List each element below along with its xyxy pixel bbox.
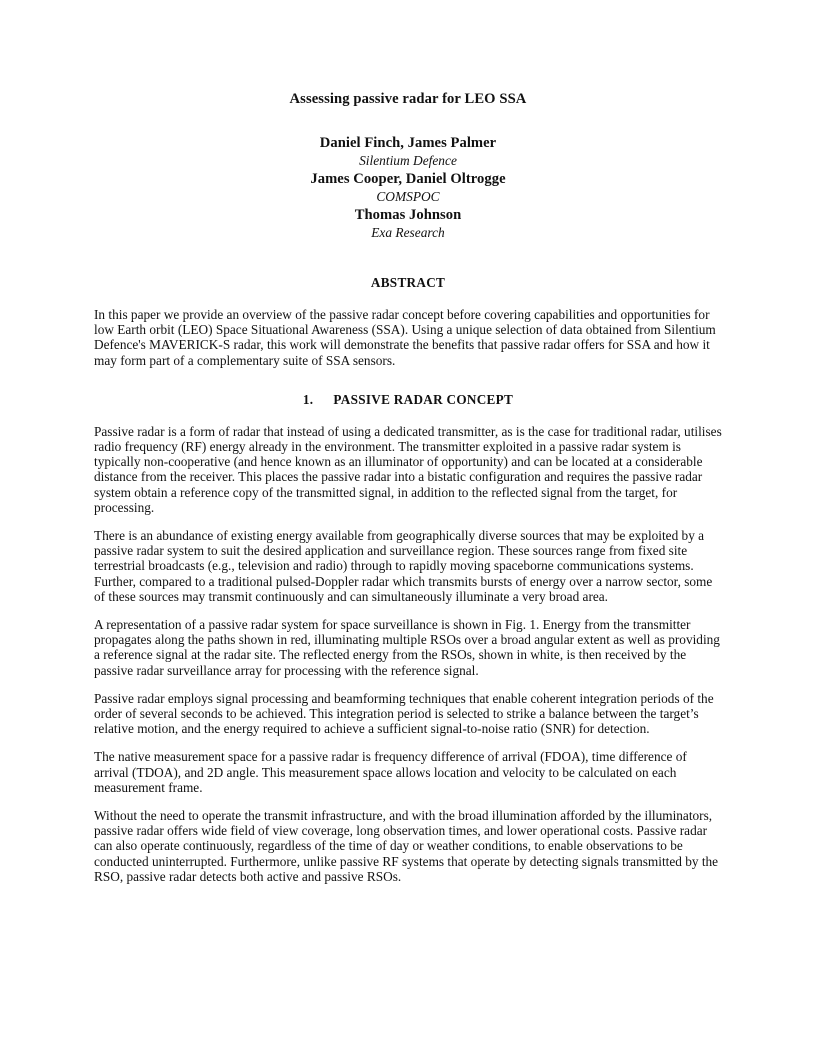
page-content	[94, 90, 722, 884]
section-paragraph: Without the need to operate the transmit infrastructure, and with the broad illumination afforded by the illuminators, passive radar offers wide field of view coverage, long observation times, and lower operational costs. Passive radar can also operate continuously, regardless of the time of day or weather conditions, to enable observations to be conducted uninterrupted. Furthermore, unlike passive RF systems that operate by detecting signals transmitted by the RSO, passive radar detects both active and passive RSOs.	[94, 808, 719, 884]
section-paragraph: The native measurement space for a passive radar is frequency difference of arrival (FDOA), time difference of arrival (TDOA), and 2D angle. This measurement space allows location and velocity to be calculated on each measurement frame.	[94, 749, 687, 795]
section-paragraph: A representation of a passive radar system for space surveillance is shown in Fig. 1. Energy from the transmitter propagates along the paths shown in red, illuminating multiple RSOs over a broad angular extent as well as providing a reference signal at the radar site. The reflected energy from the RSOs, shown in white, is then received by the passive radar surveillance array for processing with the reference signal.	[94, 617, 720, 678]
author-names-2: James Cooper, Daniel Oltrogge	[310, 171, 506, 187]
page-title: Assessing passive radar for LEO SSA	[289, 91, 527, 107]
section-paragraph: There is an abundance of existing energy available from geographically diverse sources that may be exploited by a passive radar system to suit the desired application and surveillance region. These sources range from fixed site terrestrial broadcasts (e.g., television and radio) through to rapidly moving spaceborne communications systems. Further, compared to a traditional pulsed-Doppler radar which transmits bursts of energy over a narrow sector, some of these sources may transmit continuously and can simultaneously illuminate a very broad area.	[94, 528, 713, 604]
author-affiliation-3: Exa Research	[371, 225, 445, 240]
section-paragraph: Passive radar employs signal processing and beamforming techniques that enable coherent integration periods of the order of several seconds to be achieved. This integration period is selected to strike a balance between the target’s relative motion, and the energy required to achieve a sufficient signal-to-noise ratio (SNR) for detection.	[94, 690, 714, 737]
author-block	[94, 134, 722, 241]
author-names-1: Daniel Finch, James Palmer	[319, 135, 497, 151]
author-affiliation-1: Silentium Defence	[359, 153, 457, 168]
section-paragraph: Passive radar is a form of radar that instead of using a dedicated transmitter, as is the case for traditional radar, utilises radio frequency (RF) energy already in the environment. The transmitter exploited in a passive radar system is typically non-cooperative (and hence known as an illuminator of opportunity) and can be located at a considerable distance from the receiver. This places the passive radar into a bistatic configuration and requires the passive radar system obtain a reference copy of the transmitted signal, in addition to the reflected signal from the target, for processing.	[94, 423, 722, 515]
section-title-1: PASSIVE RADAR CONCEPT	[333, 391, 514, 407]
abstract-text: In this paper we provide an overview of the passive radar concept before covering capabilities and opportunities for low Earth orbit (LEO) Space Situational Awareness (SSA). Using a unique selection of data obtained from Silentium Defence's MAVERICK-S radar, this work will demonstrate the benefits that passive radar offers for SSA and how it may form part of a complementary suite of SSA sensors.	[94, 307, 716, 368]
section-heading-1	[94, 392, 722, 408]
abstract-heading: ABSTRACT	[370, 275, 446, 290]
author-names-3: Thomas Johnson	[354, 207, 462, 223]
section-number-1: 1.	[302, 391, 314, 407]
author-affiliation-2: COMSPOC	[376, 189, 440, 204]
